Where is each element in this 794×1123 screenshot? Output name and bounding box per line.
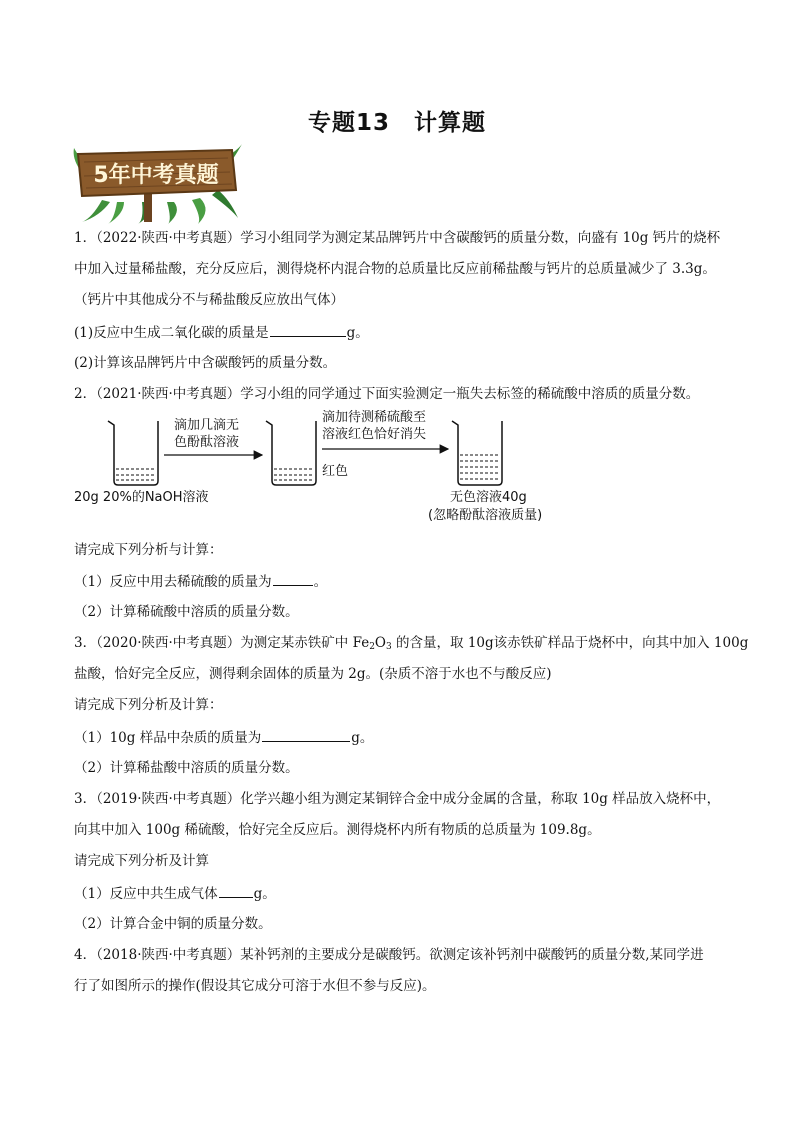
section-badge <box>72 140 242 224</box>
q5-line-1: 4．（2018·陕西·中考真题）某补钙剂的主要成分是碳酸钙。欲测定该补钙剂中碳酸钙的质量分数,某同学进 <box>74 947 704 963</box>
q3-line-2: 盐酸，恰好完全反应，测得剩余固体的质量为 2g。(杂质不溶于水也不与酸反应) <box>74 666 552 682</box>
q4-part-2: （2）计算合金中铜的质量分数。 <box>74 916 272 932</box>
page-title: 专题13 计算题 <box>307 110 486 136</box>
answer-blank[interactable] <box>219 883 253 898</box>
arrow-2-label-2: 溶液红色恰好消失 <box>322 427 427 442</box>
q1-line-2: 中加入过量稀盐酸，充分反应后，测得烧杯内混合物的总质量比反应前稀盐酸与钙片的总质量减少了 3.3g。 <box>74 261 716 277</box>
q1-part-2: (2)计算该品牌钙片中含碳酸钙的质量分数。 <box>74 355 337 371</box>
answer-blank[interactable] <box>262 727 350 742</box>
q3-line-1: 3．（2020·陕西·中考真题）为测定某赤铁矿中 $Fe_2O_3$ 的含量，取 10g该赤铁矿样品于烧杯中，向其中加入 100g <box>74 635 749 652</box>
q1-line-3: （钙片中其他成分不与稀盐酸反应放出气体） <box>74 292 344 308</box>
q4-line-2: 向其中加入 100g 稀硫酸，恰好完全反应后。测得烧杯内所有物质的总质量为 109.8g。 <box>74 822 601 838</box>
q1-part-1: (1)反应中生成二氧化碳的质量是 g。 <box>74 322 369 343</box>
q4-part-1: （1）反应中共生成气体 g。 <box>74 883 276 904</box>
q5-line-2: 行了如图所示的操作(假设其它成分可溶于水但不参与反应)。 <box>74 978 436 994</box>
arrow-2-label-1: 滴加待测稀硫酸至 <box>322 410 427 425</box>
arrow-1-label-1: 滴加几滴无 <box>174 418 240 433</box>
red-label: 红色 <box>322 464 349 479</box>
q3-part-2: （2）计算稀盐酸中溶质的质量分数。 <box>74 760 299 776</box>
beaker-3-icon <box>452 421 502 485</box>
q2-part-1: （1）反应中用去稀硫酸的质量为 。 <box>74 571 327 592</box>
q2-line-1: 2．（2021·陕西·中考真题）学习小组的同学通过下面实验测定一瓶失去标签的稀硫酸中溶质的质量分数。 <box>74 386 700 402</box>
naoh-label: 20g 20%的NaOH溶液 <box>74 490 209 505</box>
colorless-solution-label: 无色溶液40g <box>450 490 527 505</box>
answer-blank[interactable] <box>273 571 313 586</box>
q1-line-1: 1．（2022·陕西·中考真题）学习小组同学为测定某品牌钙片中含碳酸钙的质量分数，向盛有 10g 钙片的烧杯 <box>74 230 721 246</box>
q2-part-2: （2）计算稀硫酸中溶质的质量分数。 <box>74 604 299 620</box>
q2-intro: 请完成下列分析与计算： <box>74 542 223 558</box>
beaker-2-icon <box>266 421 316 485</box>
badge-text: 5年中考真题 <box>93 163 219 188</box>
answer-blank[interactable] <box>270 322 346 337</box>
q3-intro: 请完成下列分析及计算： <box>74 697 223 713</box>
arrow-1-label-2: 色酚酞溶液 <box>174 435 240 450</box>
q3-part-1: （1）10g 样品中杂质的质量为 g。 <box>74 727 373 748</box>
q4-line-1: 3．（2019·陕西·中考真题）化学兴趣小组为测定某铜锌合金中成分金属的含量，称取 10g 样品放入烧杯中， <box>74 791 721 807</box>
beaker-1-icon <box>108 421 158 485</box>
ignore-indicator-label: (忽略酚酞溶液质量) <box>428 508 543 523</box>
q4-intro: 请完成下列分析及计算 <box>74 853 209 869</box>
sign-post <box>144 192 152 222</box>
experiment-diagram <box>70 405 630 530</box>
